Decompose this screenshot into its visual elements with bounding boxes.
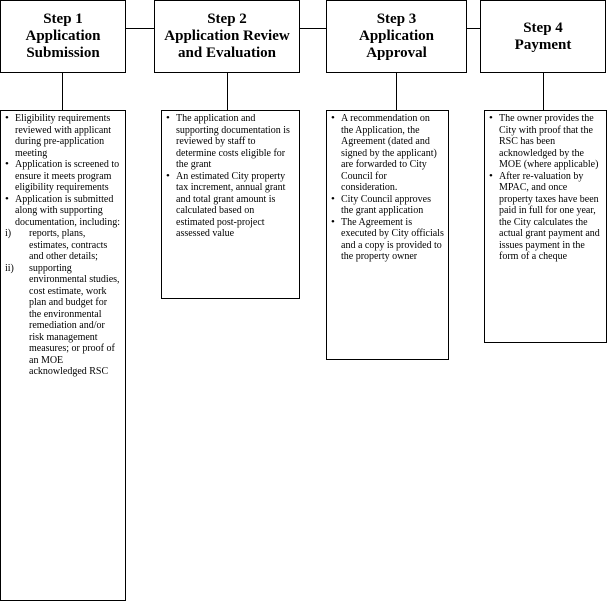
connector-step3-step4: [466, 28, 481, 29]
step-4-bullet-1: • The owner provides the City with proof that the RSC has been acknowledged by the MOE (where applicable): [489, 113, 602, 171]
step-2-bullet-1: • The application and supporting documentation is reviewed by staff to determine costs eligible for the grant: [166, 113, 295, 171]
step-2-bullet-list: [166, 113, 295, 240]
step-2-title-line-2: and Evaluation: [178, 45, 276, 61]
step-1-title-line-2: Submission: [26, 45, 100, 61]
step-1-box: [0, 0, 126, 73]
step-1-subitem-1-text: reports, plans, estimates, contracts and other details;: [29, 228, 108, 262]
step-4-title-line-1: Payment: [514, 36, 572, 53]
step-3-bullet-2: • City Council approves the grant application: [331, 194, 444, 217]
step-4-bullet-2: • After re-valuation by MPAC, and once property taxes have been paid in full for one year, the City calculates the actual grant payment and issues payment in the form of a cheque: [489, 171, 602, 263]
step-1-subitem-2-number: ii): [5, 262, 14, 274]
step-3-heading: Step 3: [376, 11, 417, 27]
step-4-box: [480, 0, 606, 73]
connector-step1-step2: [125, 28, 155, 29]
connector-step4-down: [543, 72, 544, 110]
step-1-subitem-1: [5, 228, 121, 263]
step-1-details: [0, 110, 126, 601]
step-4-bullet-list: [489, 113, 602, 263]
step-3-bullet-1: • A recommendation on the Application, the Agreement (dated and signed by the applicant) are forwarded to City Council for consideration.: [331, 113, 444, 194]
step-1-subitem-1-number: i): [5, 228, 12, 239]
step-1-subitem-2-text: supporting environmental studies, cost estimate, work plan and budget for the environmental remediation and/or risk management measures; or proof of an MOE acknowledged RSC: [29, 262, 120, 377]
step-4-details: [484, 110, 607, 343]
step-2-box: [154, 0, 300, 73]
step-3-title-line-1: Application: [358, 28, 434, 44]
step-2-details: [161, 110, 300, 299]
connector-step2-step3: [299, 28, 327, 29]
step-3-details: [326, 110, 449, 360]
step-1-bullet-3-text: Application is submitted along with supporting documentation, including:: [15, 193, 120, 228]
connector-step2-down: [227, 72, 228, 110]
step-2-heading: Step 2: [207, 11, 247, 27]
connector-step3-down: [396, 72, 397, 110]
step-2-title-line-1: Application Review: [164, 28, 290, 44]
step-3-bullet-list: [331, 113, 444, 263]
step-1-heading: Step 1: [43, 11, 83, 27]
step-3-bullet-3: • The Agreement is executed by City officials and a copy is provided to the property owner: [331, 217, 444, 263]
step-2-bullet-2: • An estimated City property tax increment, annual grant and total grant amount is calculated based on estimated post-project assessed value: [166, 171, 295, 240]
step-1-title-line-1: Application: [25, 28, 101, 44]
step-1-bullet-3: [5, 194, 121, 378]
step-1-bullet-2: • Application is screened to ensure it meets program eligibility requirements: [5, 159, 121, 194]
step-4-heading: Step 4: [523, 19, 563, 36]
step-1-bullet-list: [5, 113, 121, 378]
step-3-title-line-2: Approval: [366, 45, 427, 61]
connector-step1-down: [62, 72, 63, 110]
step-3-box: [326, 0, 467, 73]
step-1-bullet-1: • Eligibility requirements reviewed with applicant during pre-application meeting: [5, 113, 121, 159]
step-1-sublist: [5, 228, 121, 378]
step-1-subitem-2: [5, 263, 121, 378]
